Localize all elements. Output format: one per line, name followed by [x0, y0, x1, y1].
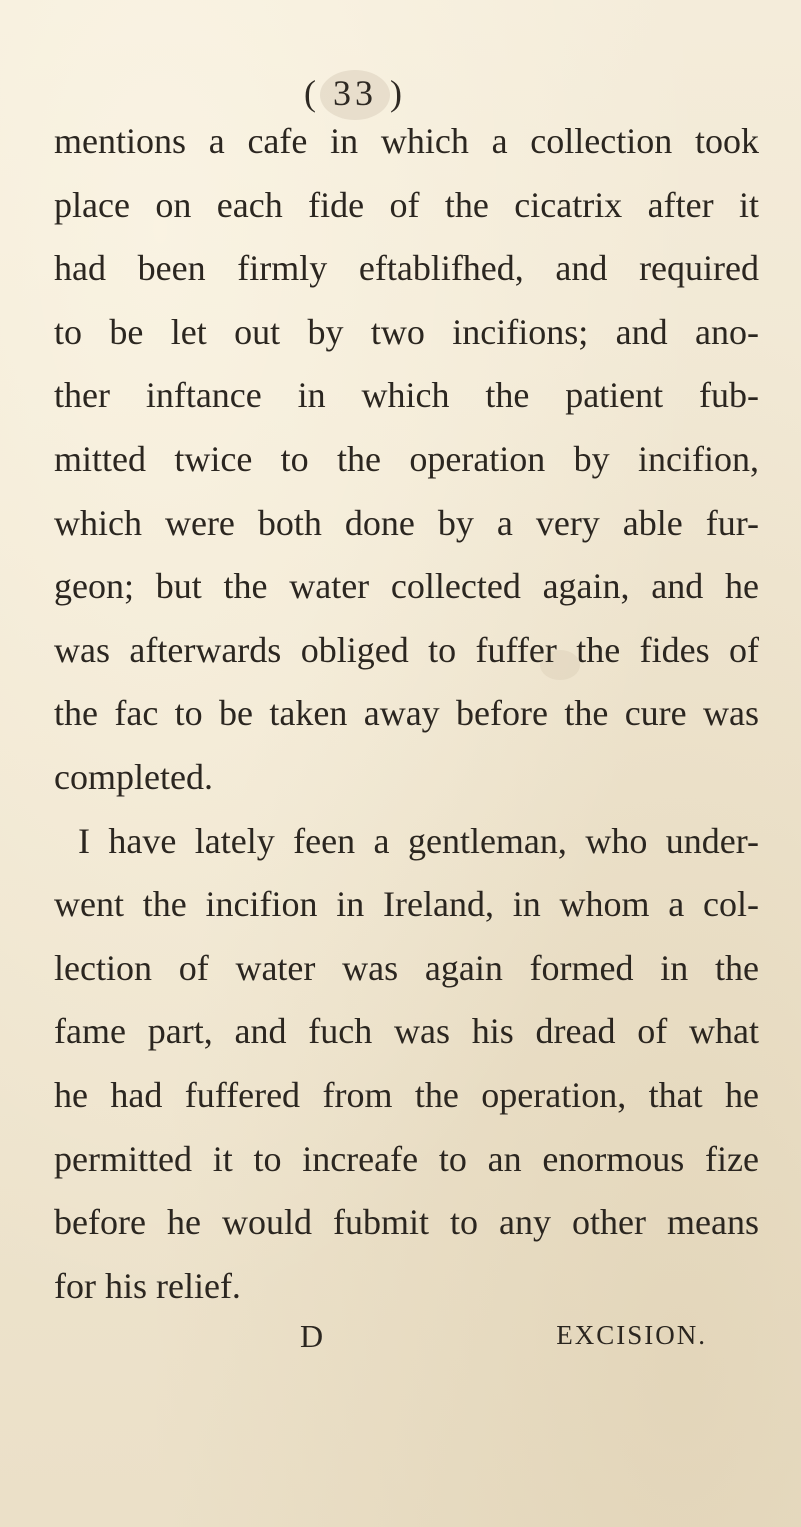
- catchword: EXCISION.: [556, 1320, 707, 1350]
- text-line: mentions a cafe in which a collection took: [54, 121, 759, 161]
- text-line: fame part, and fuch was his dread of what: [54, 1011, 759, 1052]
- page-footer: [0, 1318, 801, 1358]
- text-line: had been firmly eftablifhed, and required: [54, 248, 759, 289]
- text-line: which were both done by a very able fur-: [54, 502, 759, 543]
- text-line: for his relief.: [54, 1265, 241, 1306]
- text-line: I have lately feen a gentleman, who under-: [78, 820, 759, 861]
- text-line: was afterwards obliged to fuffer the fides of: [54, 629, 759, 670]
- text-line: went the incifion in Ireland, in whom a col-: [54, 884, 759, 925]
- body-text: [54, 110, 759, 1318]
- text-line: to be let out by two incifions; and ano-: [54, 311, 759, 352]
- text-line: lection of water was again formed in the: [54, 947, 759, 988]
- text-line: place on each fide of the cicatrix after it: [54, 184, 759, 225]
- page-number-header: ( 33 ): [304, 73, 406, 113]
- signature-mark: D: [300, 1318, 324, 1354]
- text-line: before he would fubmit to any other means: [54, 1202, 759, 1243]
- text-line: he had fuffered from the operation, that he: [54, 1074, 759, 1115]
- text-line: permitted it to increafe to an enormous fize: [54, 1138, 759, 1179]
- text-line: ther inftance in which the patient fub-: [54, 375, 759, 416]
- text-line: geon; but the water collected again, and he: [54, 566, 759, 607]
- text-line: completed.: [54, 756, 213, 797]
- text-line: mitted twice to the operation by incifion,: [54, 438, 759, 479]
- text-line: the fac to be taken away before the cure was: [54, 693, 759, 734]
